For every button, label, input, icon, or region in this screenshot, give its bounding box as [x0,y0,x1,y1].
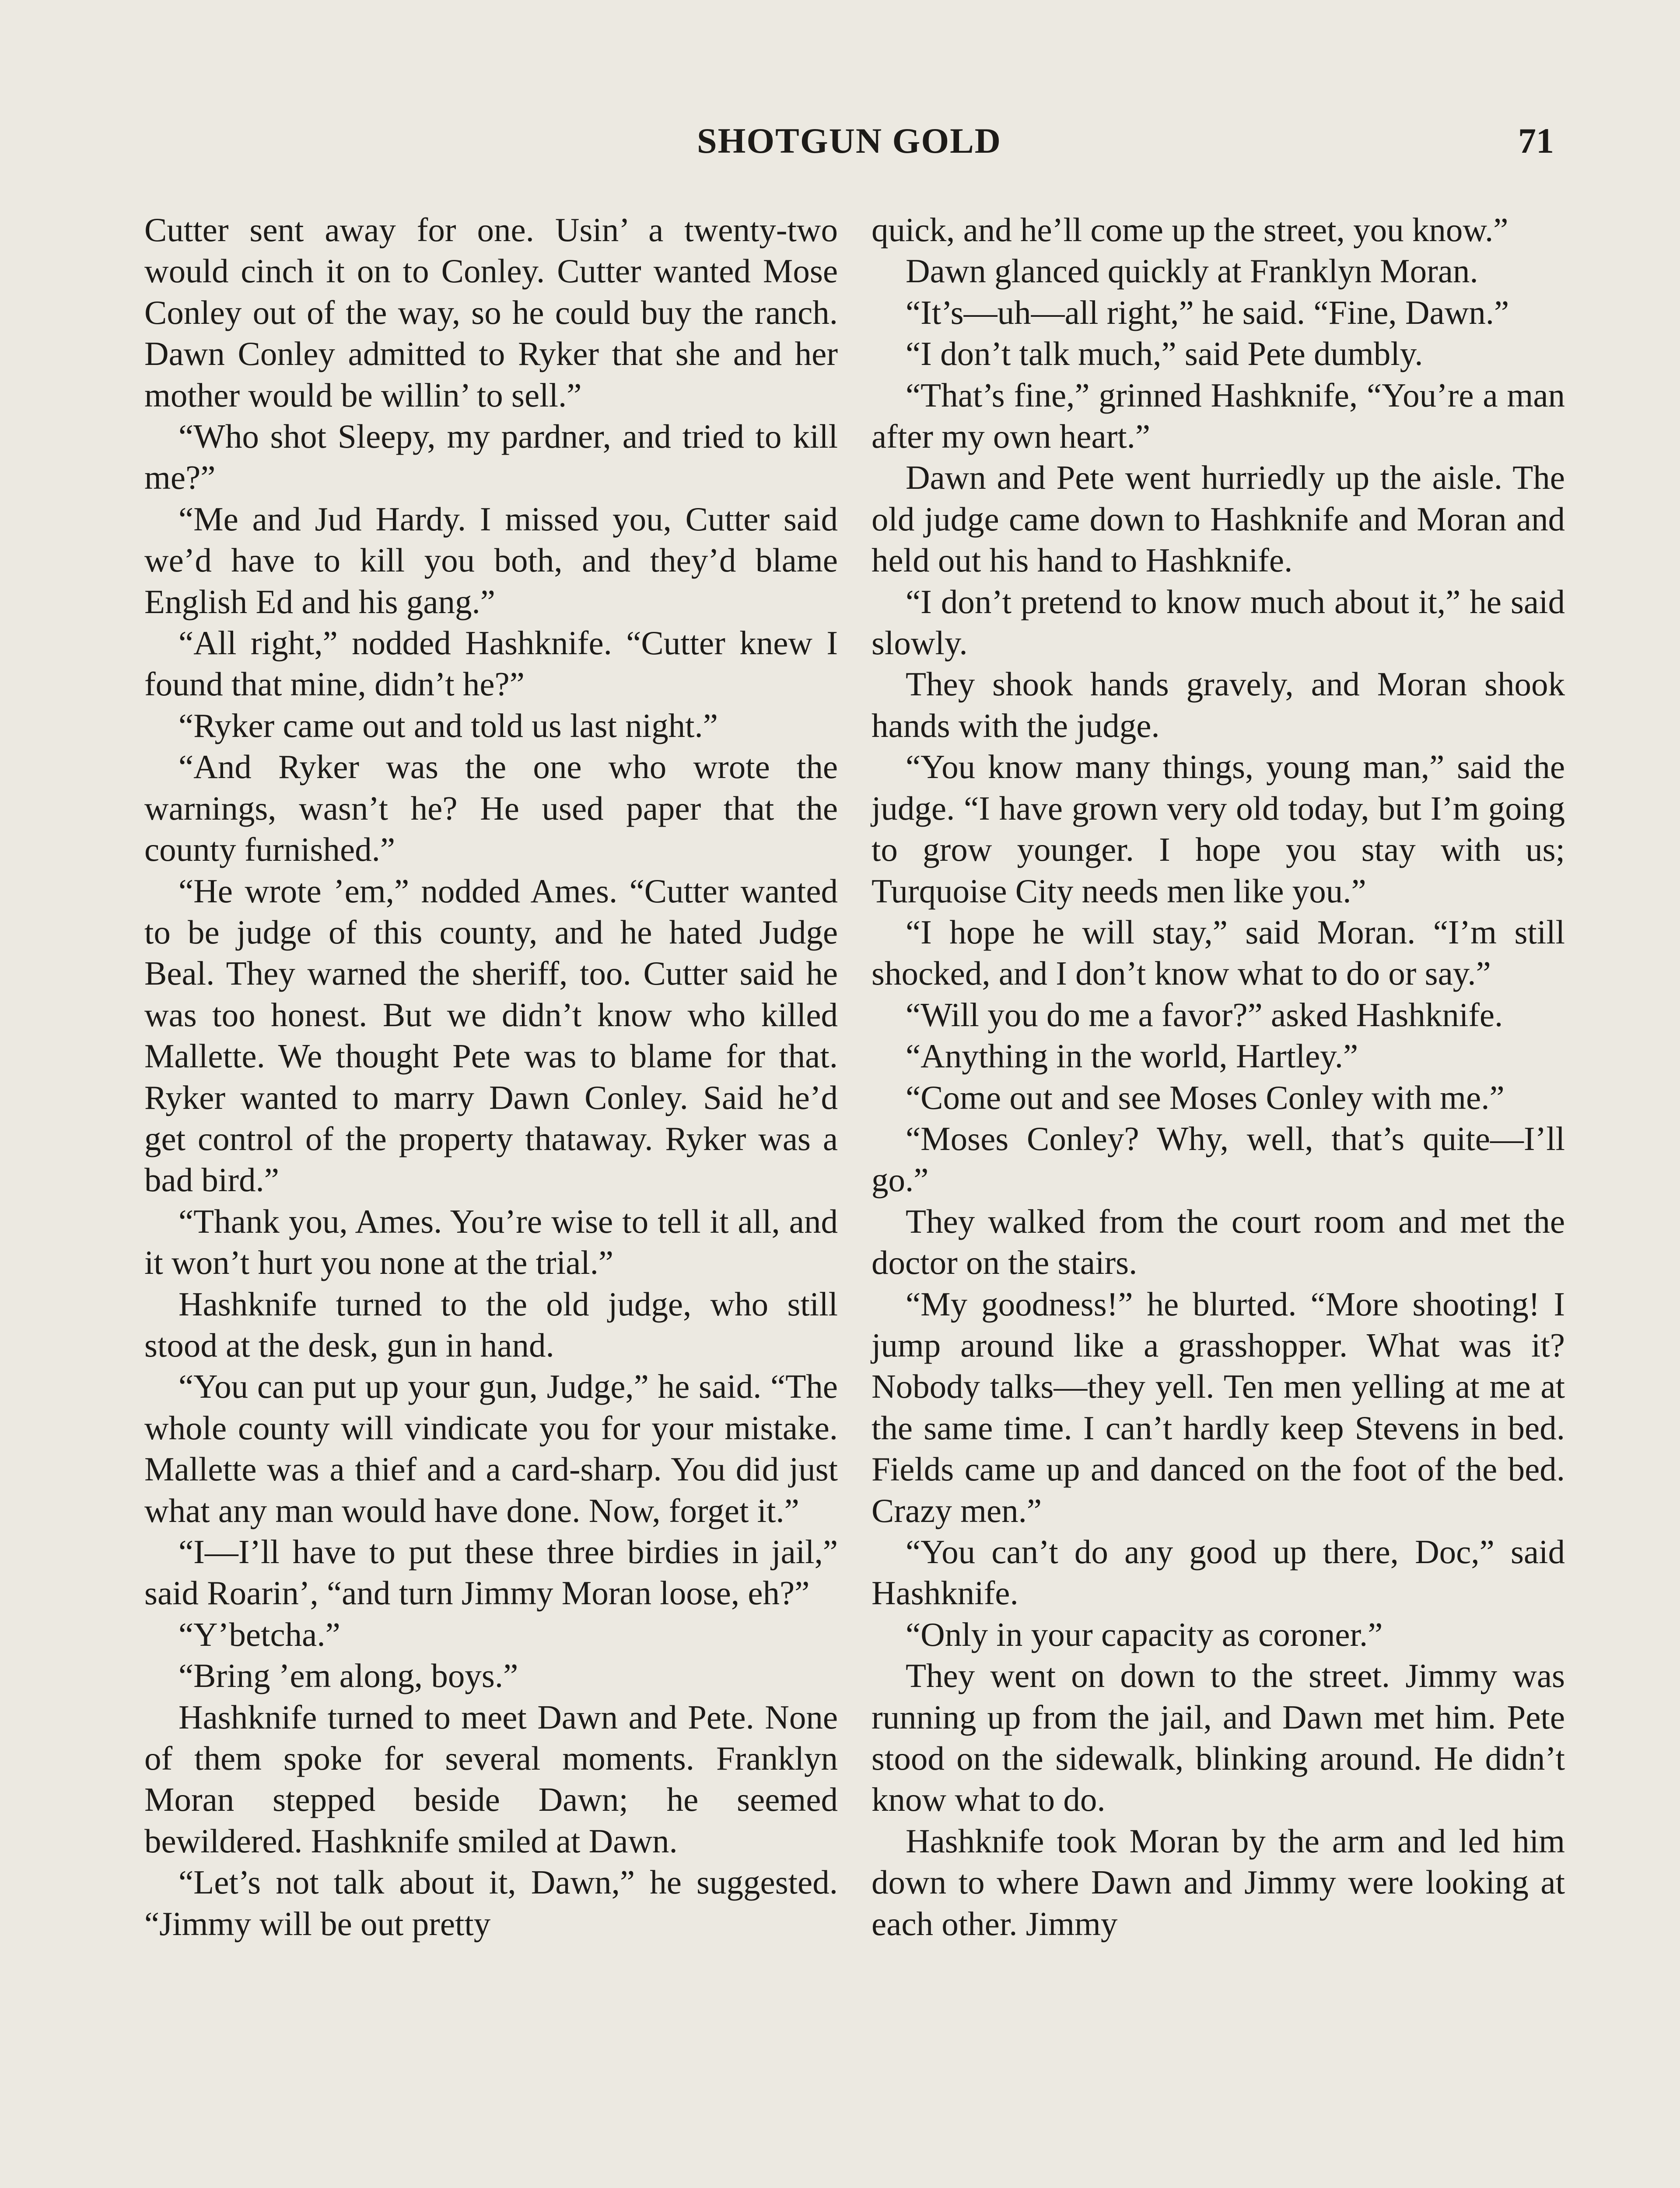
paragraph: “You can’t do any good up there, Doc,” said Hashknife. [872,1533,1565,1612]
paragraph: “Only in your capacity as coroner.” [906,1615,1383,1653]
paragraph: “You know many things, young man,” said the judge. “I have grown very old today, but I’m going to grow younger. I hope you stay with us; Turquoise City needs men like you.” [872,748,1565,910]
paragraph: “I don’t talk much,” said Pete dumbly. [906,335,1423,373]
paragraph: They walked from the court room and met the doctor on the stairs. [872,1202,1565,1282]
paragraph: “That’s fine,” grinned Hashknife, “You’re a man after my own heart.” [872,376,1565,456]
paragraph: “Bring ’em along, boys.” [178,1657,518,1695]
paragraph: “Anything in the world, Hartley.” [906,1037,1358,1075]
paragraph: “Who shot Sleepy, my pardner, and tried to kill me?” [144,417,838,497]
paragraph: “You can put up your gun, Judge,” he said. “The whole county will vindicate you for your mistake. Mallette was a thief and a card-sharp. You did just what any man would have done. Now, forget it.” [144,1368,838,1529]
paragraph: “Thank you, Ames. You’re wise to tell it all, and it won’t hurt you none at the trial.” [144,1202,838,1282]
right-column [872,209,1565,1944]
paragraph: quick, and he’ll come up the street, you know.” [872,211,1508,249]
paragraph: Hashknife turned to meet Dawn and Pete. None of them spoke for several moments. Franklyn Moran stepped beside Dawn; he seemed bewildered. Hashknife smiled at Dawn. [144,1698,838,1860]
paragraph: “Will you do me a favor?” asked Hashknife. [906,996,1503,1034]
paragraph: Dawn glanced quickly at Franklyn Moran. [906,252,1478,290]
paragraph: “Let’s not talk about it, Dawn,” he suggested. “Jimmy will be out pretty [144,1863,838,1943]
paragraph: “All right,” nodded Hashknife. “Cutter knew I found that mine, didn’t he?” [144,624,838,703]
running-head [144,120,1554,168]
left-column [144,209,838,1944]
paragraph: They shook hands gravely, and Moran shook hands with the judge. [872,665,1565,744]
paragraph: “It’s—uh—all right,” he said. “Fine, Dawn.” [906,293,1509,331]
paragraph: “And Ryker was the one who wrote the warnings, wasn’t he? He used paper that the county furnished.” [144,748,838,869]
paragraph: They went on down to the street. Jimmy was running up from the jail, and Dawn met him. Pete stood on the sidewalk, blinking around. He didn’t know what to do. [872,1657,1565,1819]
paragraph: “He wrote ’em,” nodded Ames. “Cutter wanted to be judge of this county, and he hated Judge Beal. They warned the sheriff, too. Cutter said he was too honest. But we didn’t know who killed Mallette. We thought Pete was to blame for that. Ryker wanted to marry Dawn Conley. Said he’d get control of the property thataway. Ryker was a bad bird.” [144,872,838,1199]
paragraph: “Moses Conley? Why, well, that’s quite—I’ll go.” [872,1119,1565,1199]
paragraph: “Ryker came out and told us last night.” [178,706,718,744]
paragraph: “My goodness!” he blurted. “More shooting! I jump around like a grasshopper. What was it? Nobody talks—they yell. Ten men yelling at me at the same time. I can’t hardly keep Stevens in bed. Fields came up and danced on the foot of the bed. Crazy men.” [872,1285,1565,1529]
paragraph: “Y’betcha.” [178,1615,340,1653]
paragraph: Hashknife turned to the old judge, who still stood at the desk, gun in hand. [144,1285,838,1364]
page-number: 71 [1518,121,1554,161]
paragraph: Cutter sent away for one. Usin’ a twenty-two would cinch it on to Conley. Cutter wanted Mose Conley out of the way, so he could buy the ranch. Dawn Conley admitted to Ryker that she and her mother would be willin’ to sell.” [144,211,838,414]
paragraph: “Me and Jud Hardy. I missed you, Cutter said we’d have to kill you both, and they’d blame English Ed and his gang.” [144,500,838,621]
paragraph: “Come out and see Moses Conley with me.” [906,1078,1505,1116]
paragraph: Dawn and Pete went hurriedly up the aisle. The old judge came down to Hashknife and Moran and held out his hand to Hashknife. [872,459,1565,579]
paragraph: Hashknife took Moran by the arm and led him down to where Dawn and Jimmy were looking at each other. Jimmy [872,1822,1565,1943]
paragraph: “I hope he will stay,” said Moran. “I’m still shocked, and I don’t know what to do or say.” [872,913,1565,992]
paragraph: “I—I’ll have to put these three birdies in jail,” said Roarin’, “and turn Jimmy Moran loose, eh?” [144,1533,838,1612]
book-title: SHOTGUN GOLD [696,121,1002,161]
paragraph: “I don’t pretend to know much about it,” he said slowly. [872,582,1565,662]
